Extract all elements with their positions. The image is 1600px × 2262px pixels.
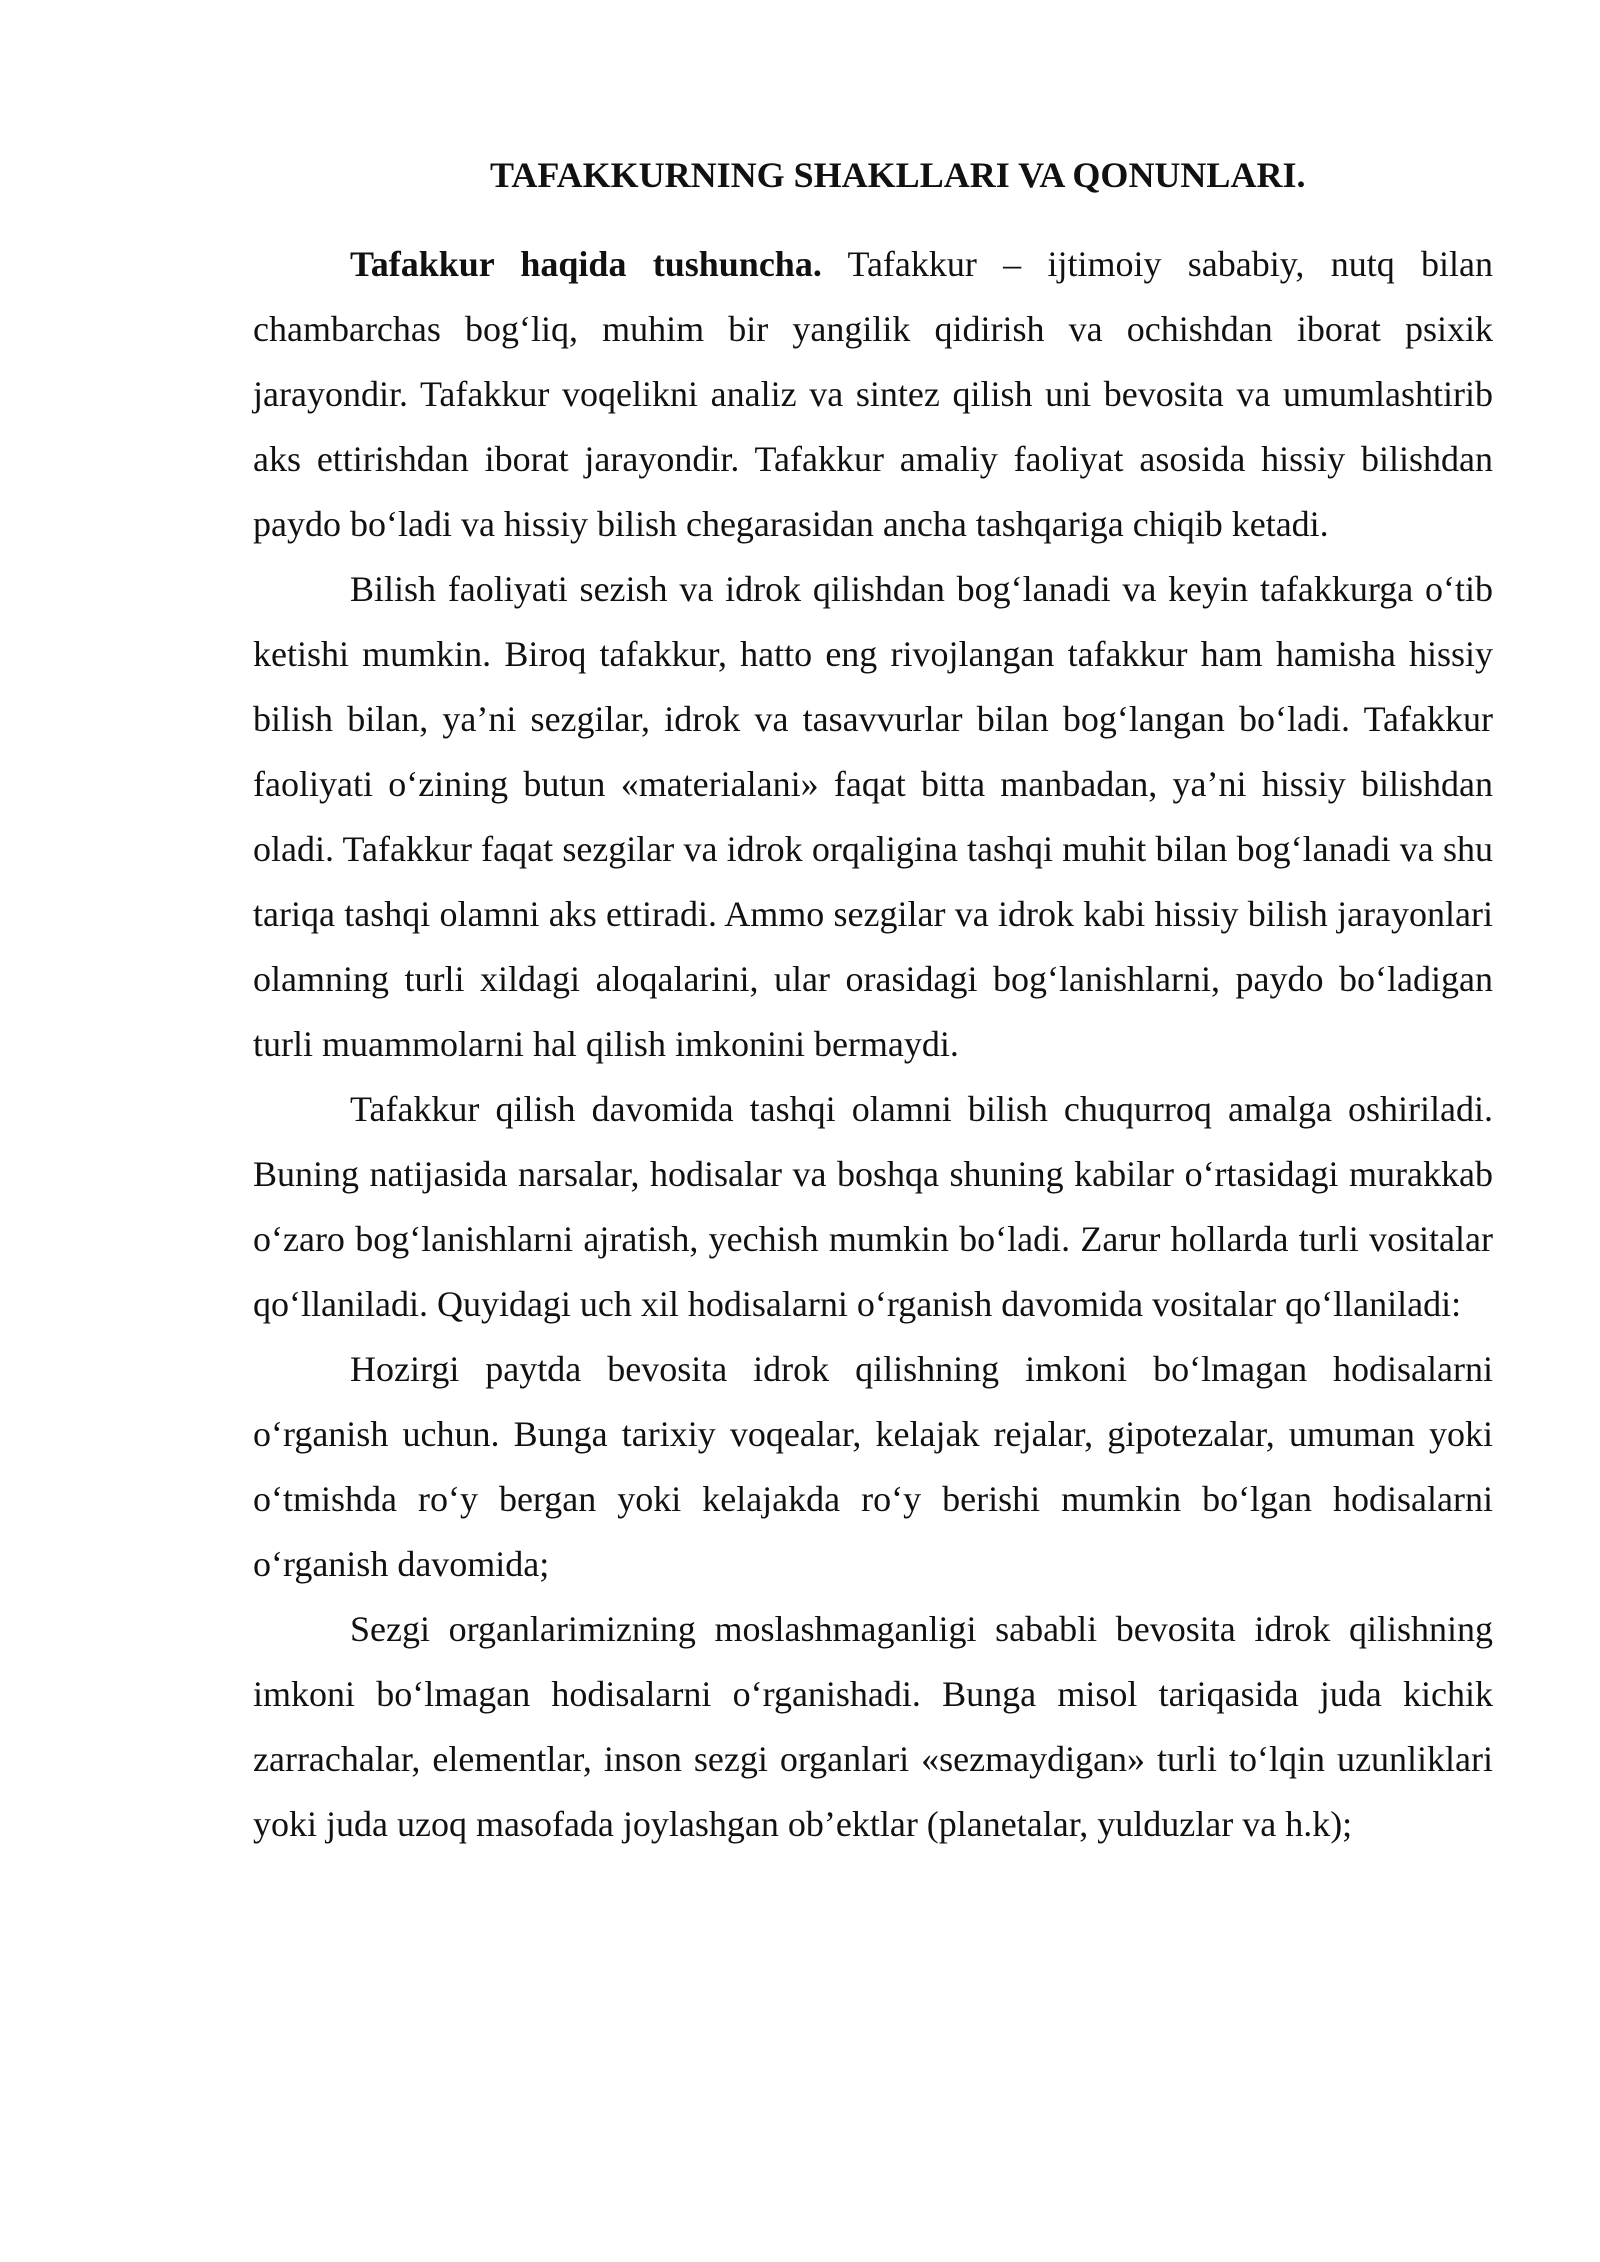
paragraph-text: Hozirgi paytda bevosita idrok qilishning imkoni bo‘lmagan hodisalarni o‘rganish uchun. Bunga tarixiy voqealar, kelajak rejalar, gipotezalar, umuman yoki o‘tmishda ro‘y bergan yoki kelajakda ro‘y berishi mumkin bo‘lgan hodisalarni o‘rganish davomida;: [253, 1349, 1493, 1584]
paragraph-text: Sezgi organlarimizning moslashmaganligi sababli bevosita idrok qilishning imkoni bo‘lmagan hodisalarni o‘rganishadi. Bunga misol tariqasida juda kichik zarrachalar, elementlar, inson sezgi organlari «sezmaydigan» turli to‘lqin uzunliklari yoki juda uzoq masofada joylashgan ob’ektlar (planetalar, yulduzlar va h.k);: [253, 1609, 1493, 1844]
paragraph-text: Tafakkur – ijtimoiy sababiy, nutq bilan chambarchas bog‘liq, muhim bir yangilik qidirish va ochishdan iborat psixik jarayondir. Tafakkur voqelikni analiz va sintez qilish uni bevosita va umumlashtirib aks ettirishdan iborat jarayondir. Tafakkur amaliy faoliyat asosida hissiy bilishdan paydo bo‘ladi va hissiy bilish chegarasidan ancha tashqariga chiqib ketadi.: [253, 244, 1493, 544]
paragraph-5: [253, 1597, 1493, 1857]
paragraph-text: Tafakkur qilish davomida tashqi olamni bilish chuqurroq amalga oshiriladi. Buning natijasida narsalar, hodisalar va boshqa shuning kabilar o‘rtasidagi murakkab o‘zaro bog‘lanishlarni ajratish, yechish mumkin bo‘ladi. Zarur hollarda turli vositalar qo‘llaniladi. Quyidagi uch xil hodisalarni o‘rganish davomida vositalar qo‘llaniladi:: [253, 1089, 1493, 1324]
document-body: [253, 232, 1493, 1857]
paragraph-3: [253, 1077, 1493, 1337]
paragraph-1: [253, 232, 1493, 557]
paragraph-lead: Tafakkur haqida tushuncha.: [350, 244, 822, 284]
paragraph-2: [253, 557, 1493, 1077]
document-title: TAFAKKURNING SHAKLLARI VA QONUNLARI.: [490, 155, 1306, 195]
paragraph-text: Bilish faoliyati sezish va idrok qilishdan bog‘lanadi va keyin tafakkurga o‘tib ketishi mumkin. Biroq tafakkur, hatto eng rivojlangan tafakkur ham hamisha hissiy bilish bilan, ya’ni sezgilar, idrok va tasavvurlar bilan bog‘langan bo‘ladi. Tafakkur faoliyati o‘zining butun «materialani» faqat bitta manbadan, ya’ni hissiy bilishdan oladi. Tafakkur faqat sezgilar va idrok orqaligina tashqi muhit bilan bog‘lanadi va shu tariqa tashqi olamni aks ettiradi. Ammo sezgilar va idrok kabi hissiy bilish jarayonlari olamning turli xildagi aloqalarini, ular orasidagi bog‘lanishlarni, paydo bo‘ladigan turli muammolarni hal qilish imkonini bermaydi.: [253, 569, 1493, 1064]
paragraph-4: [253, 1337, 1493, 1597]
